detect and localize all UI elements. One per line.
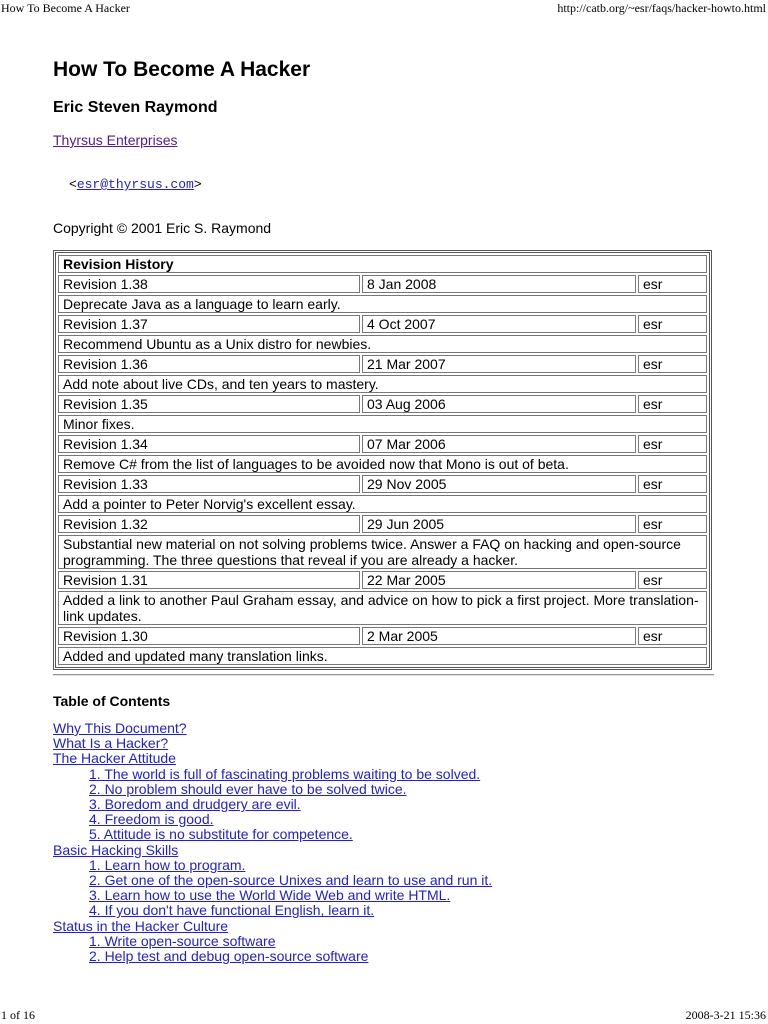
revision-number: Revision 1.34	[58, 435, 360, 453]
revision-note-row	[58, 295, 707, 313]
toc-heading: Table of Contents	[53, 693, 171, 709]
revision-author: esr	[638, 571, 707, 589]
toc-section-link[interactable]: What Is a Hacker?	[53, 735, 169, 752]
revision-number: Revision 1.38	[58, 275, 360, 293]
print-datetime: 2008-3-21 15:36	[685, 1008, 766, 1022]
revision-note: Minor fixes.	[58, 415, 707, 433]
revision-note-row	[58, 647, 707, 665]
revision-date: 07 Mar 2006	[362, 435, 636, 453]
revision-note: Add a pointer to Peter Norvig's excellent essay.	[58, 495, 707, 513]
print-header-url: http://catb.org/~esr/faqs/hacker-howto.html	[557, 1, 766, 15]
revision-note: Deprecate Java as a language to learn early.	[58, 295, 707, 313]
section-divider	[53, 674, 714, 676]
revision-row	[58, 435, 707, 453]
revision-date: 29 Jun 2005	[362, 515, 636, 533]
revision-number: Revision 1.35	[58, 395, 360, 413]
copyright-notice: Copyright © 2001 Eric S. Raymond	[53, 220, 272, 236]
revision-row	[58, 571, 707, 589]
revision-note-row	[58, 335, 707, 353]
toc-subsection-link[interactable]: 3. Learn how to use the World Wide Web and write HTML.	[89, 887, 451, 904]
page-title: How To Become A Hacker	[53, 58, 311, 81]
revision-number: Revision 1.31	[58, 571, 360, 589]
table-of-contents	[53, 721, 492, 964]
revision-number: Revision 1.36	[58, 355, 360, 373]
email-line	[69, 177, 202, 192]
author-name: Eric Steven Raymond	[53, 99, 218, 116]
revision-number: Revision 1.37	[58, 315, 360, 333]
revision-note: Added a link to another Paul Graham essay, and advice on how to pick a first project. More translation-link updates.	[58, 591, 707, 625]
revision-author: esr	[638, 275, 707, 293]
revision-note-row	[58, 535, 707, 569]
revision-author: esr	[638, 475, 707, 493]
revision-row	[58, 275, 707, 293]
revision-note-row	[58, 415, 707, 433]
toc-section-link[interactable]: The Hacker Attitude	[53, 750, 176, 767]
org-link[interactable]: Thyrsus Enterprises	[53, 132, 178, 148]
revision-date: 21 Mar 2007	[362, 355, 636, 373]
email-open-bracket: <	[69, 177, 77, 192]
revision-author: esr	[638, 435, 707, 453]
toc-subsection-link[interactable]: 2. No problem should ever have to be solved twice.	[89, 780, 407, 797]
toc-section-link[interactable]: Status in the Hacker Culture	[53, 917, 229, 934]
revision-note: Add note about live CDs, and ten years to mastery.	[58, 375, 707, 393]
revision-history-heading: Revision History	[58, 255, 707, 273]
revision-number: Revision 1.33	[58, 475, 360, 493]
toc-subsection-link[interactable]: 2. Get one of the open-source Unixes and learn to use and run it.	[89, 872, 493, 889]
toc-subsection-link[interactable]: 1. Write open-source software	[89, 932, 276, 949]
toc-subsection-link[interactable]: 1. The world is full of fascinating problems waiting to be solved.	[89, 765, 481, 782]
revision-author: esr	[638, 315, 707, 333]
toc-subsection-link[interactable]: 2. Help test and debug open-source software	[89, 948, 369, 965]
print-header-title: How To Become A Hacker	[1, 1, 130, 15]
email-close-bracket: >	[193, 177, 202, 192]
revision-header-row	[58, 255, 707, 273]
revision-number: Revision 1.30	[58, 627, 360, 645]
toc-subsection-link[interactable]: 3. Boredom and drudgery are evil.	[89, 796, 301, 813]
toc-subsection-link[interactable]: 4. If you don't have functional English, learn it.	[89, 902, 375, 919]
revision-note: Added and updated many translation links.	[58, 647, 707, 665]
revision-row	[58, 315, 707, 333]
revision-note-row	[58, 591, 707, 625]
revision-row	[58, 355, 707, 373]
revision-author: esr	[638, 395, 707, 413]
revision-date: 03 Aug 2006	[362, 395, 636, 413]
page-number: 1 of 16	[1, 1008, 35, 1022]
print-footer	[0, 1008, 768, 1024]
revision-note-row	[58, 455, 707, 473]
revision-author: esr	[638, 627, 707, 645]
revision-date: 2 Mar 2005	[362, 627, 636, 645]
revision-row	[58, 395, 707, 413]
revision-number: Revision 1.32	[58, 515, 360, 533]
revision-history-table	[53, 250, 712, 670]
revision-note-row	[58, 375, 707, 393]
revision-author: esr	[638, 515, 707, 533]
revision-row	[58, 475, 707, 493]
toc-subsection-link[interactable]: 4. Freedom is good.	[89, 811, 214, 828]
revision-date: 8 Jan 2008	[362, 275, 636, 293]
print-header	[0, 0, 768, 16]
revision-date: 22 Mar 2005	[362, 571, 636, 589]
revision-row	[58, 627, 707, 645]
revision-row	[58, 515, 707, 533]
toc-subsection-link[interactable]: 5. Attitude is no substitute for competence.	[89, 826, 353, 843]
toc-section-link[interactable]: Why This Document?	[53, 720, 187, 736]
email-link[interactable]: esr@thyrsus.com	[76, 177, 194, 192]
revision-note: Remove C# from the list of languages to be avoided now that Mono is out of beta.	[58, 455, 707, 473]
revision-note: Substantial new material on not solving problems twice. Answer a FAQ on hacking and open-source programming. The three questions that reveal if you are already a hacker.	[58, 535, 707, 569]
revision-note: Recommend Ubuntu as a Unix distro for newbies.	[58, 335, 707, 353]
toc-section-link[interactable]: Basic Hacking Skills	[53, 841, 179, 858]
revision-date: 29 Nov 2005	[362, 475, 636, 493]
revision-note-row	[58, 495, 707, 513]
toc-subsection-link[interactable]: 1. Learn how to program.	[89, 856, 246, 873]
revision-author: esr	[638, 355, 707, 373]
revision-date: 4 Oct 2007	[362, 315, 636, 333]
